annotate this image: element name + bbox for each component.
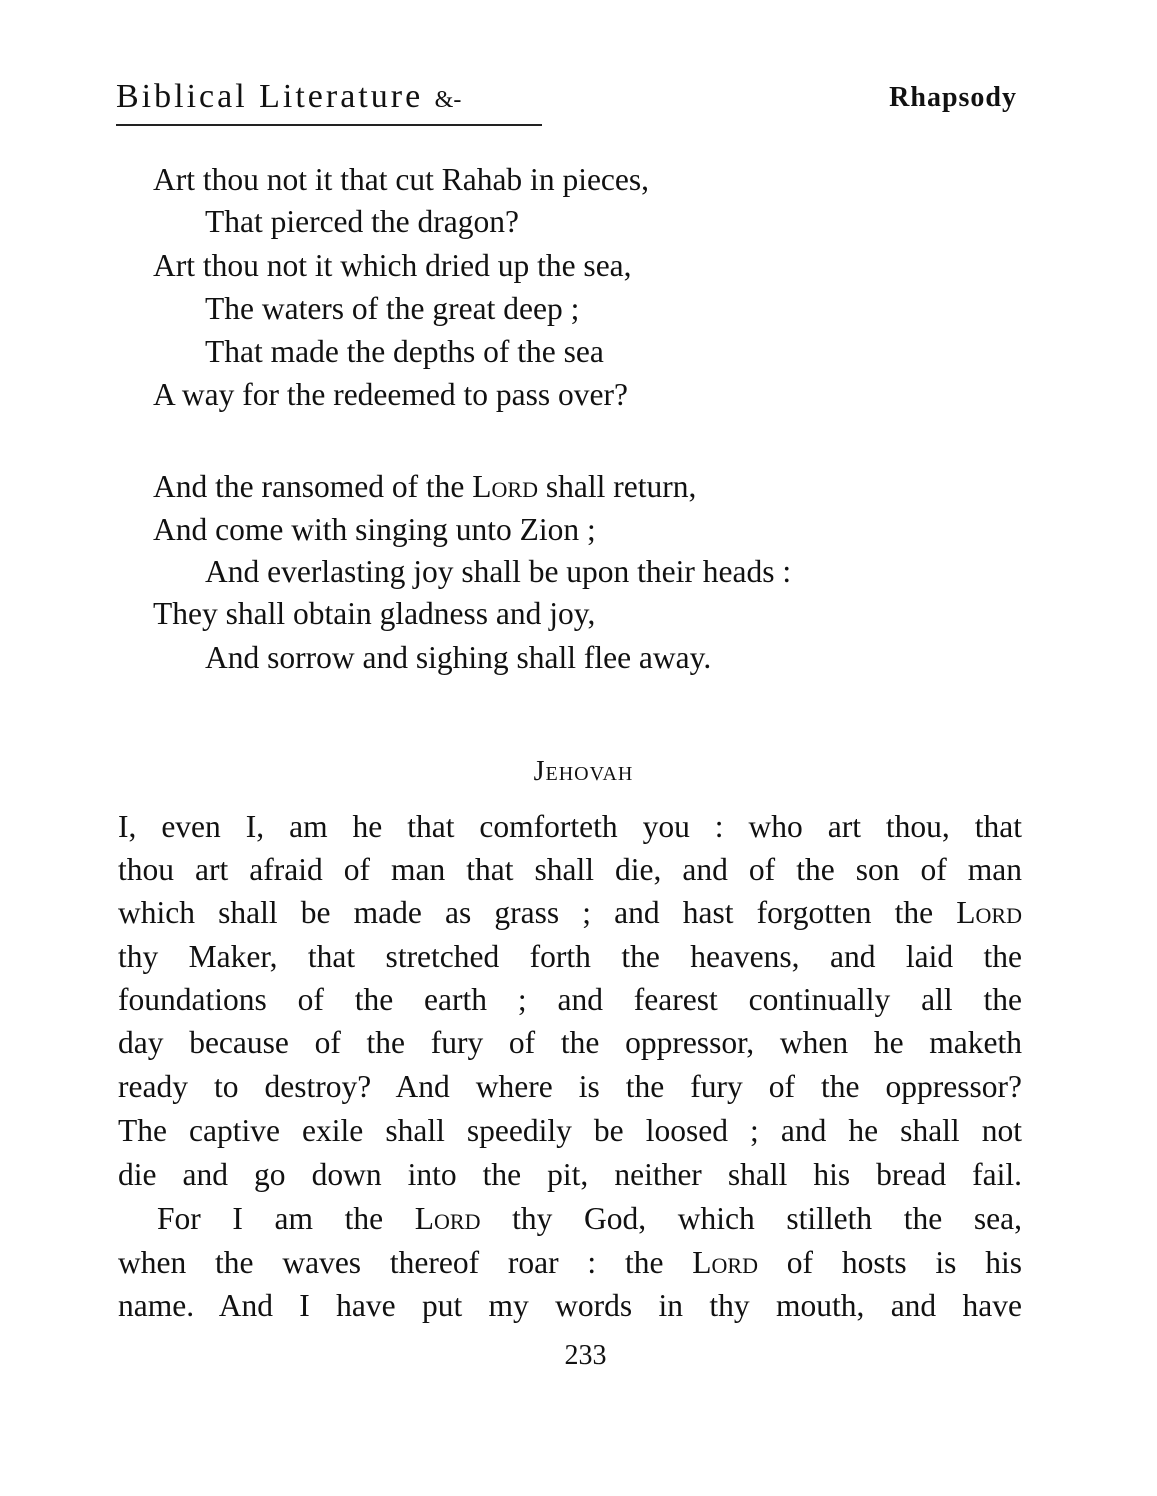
prose-line <box>157 1203 1022 1237</box>
verse-line: That pierced the dragon? <box>205 204 519 239</box>
verse-line: Art thou not it which dried up the sea, <box>153 248 632 283</box>
page-number: 233 <box>564 1340 607 1371</box>
lord-smallcaps: Lord <box>472 469 538 504</box>
book-title <box>116 78 461 116</box>
text: shall return, <box>538 469 697 504</box>
header-rule <box>116 124 542 126</box>
verse-line: Art thou not it that cut Rahab in pieces, <box>153 162 650 197</box>
text: And the ransomed of the <box>153 469 473 504</box>
ornament: &- <box>434 87 462 113</box>
section-heading: Jehovah <box>533 756 634 787</box>
verse-line: They shall obtain gladness and joy, <box>153 596 596 631</box>
lord-smallcaps: Lord <box>414 1201 481 1236</box>
book-title-text: Biblical Literature <box>116 78 424 115</box>
prose-line: thy Maker, that stretched forth the heavens, and laid the <box>118 939 1022 974</box>
prose-line: The captive exile shall speedily be loosed ; and he shall not <box>118 1113 1022 1148</box>
text: For I am the <box>157 1201 384 1236</box>
verse-line: And sorrow and sighing shall flee away. <box>205 640 712 675</box>
verse-line <box>153 471 696 503</box>
prose-line: foundations of the earth ; and fearest continually all the <box>118 982 1022 1017</box>
prose-line: die and go down into the pit, neither shall his bread fail. <box>118 1157 1022 1192</box>
text: which shall be made as grass ; and hast forgotten the <box>118 895 934 930</box>
text: of hosts is his <box>786 1245 1022 1280</box>
prose-line <box>118 897 1022 931</box>
text: thy God, which stilleth the sea, <box>512 1201 1023 1236</box>
verse-line: The waters of the great deep ; <box>205 291 580 326</box>
lord-smallcaps: Lord <box>692 1245 758 1280</box>
lord-smallcaps: Lord <box>956 895 1022 930</box>
prose-line: day because of the fury of the oppressor, when he maketh <box>118 1025 1022 1060</box>
section-title: Rhapsody <box>889 82 1017 113</box>
verse-line: That made the depths of the sea <box>205 334 604 369</box>
prose-line: name. And I have put my words in thy mouth, and have <box>118 1288 1022 1323</box>
verse-line: And everlasting joy shall be upon their heads : <box>205 554 792 589</box>
text: when the waves thereof roar : the <box>118 1245 664 1280</box>
verse-line: A way for the redeemed to pass over? <box>153 377 628 412</box>
prose-line <box>118 1247 1022 1281</box>
prose-line: I, even I, am he that comforteth you : who art thou, that <box>118 809 1022 844</box>
verse-line: And come with singing unto Zion ; <box>153 512 596 547</box>
prose-line: thou art afraid of man that shall die, and of the son of man <box>118 852 1022 887</box>
prose-line: ready to destroy? And where is the fury of the oppressor? <box>118 1069 1022 1104</box>
